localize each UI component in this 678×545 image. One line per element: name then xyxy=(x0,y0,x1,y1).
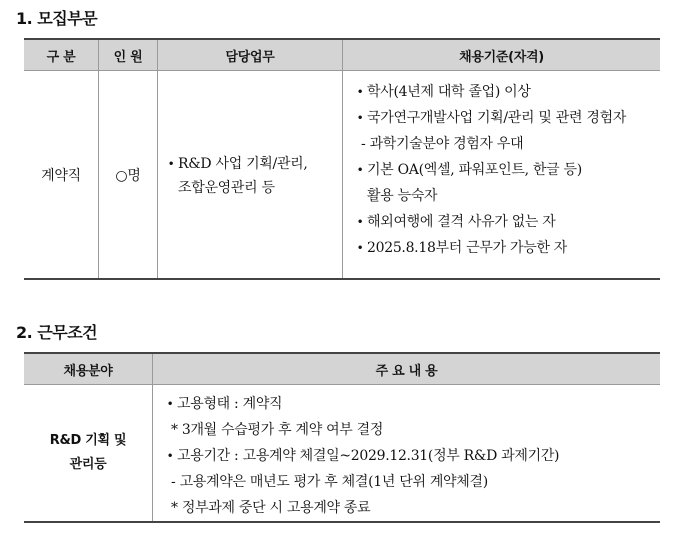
list-item xyxy=(353,209,660,235)
list-item-text: 기본 OA(엑셀, 파워포인트, 한글 등) xyxy=(367,162,582,178)
list-item-text: 해외여행에 결격 사유가 없는 자 xyxy=(367,214,556,230)
list-item-note: * 정부과제 중단 시 고용계약 종료 xyxy=(171,500,371,516)
duties-text-line2: 조합운영관리 등 xyxy=(178,179,275,196)
list-item xyxy=(353,79,660,105)
table-row xyxy=(24,385,660,523)
field-text-line2: 관리등 xyxy=(69,457,107,472)
header-criteria: 채용기준(자격) xyxy=(343,39,661,71)
bullet-icon: • xyxy=(166,449,174,463)
details-list xyxy=(163,391,660,521)
header-duties: 담당업무 xyxy=(158,39,343,71)
category-cell: 계약직 xyxy=(24,71,99,280)
header-headcount: 인 원 xyxy=(99,39,158,71)
list-item-text: 학사(4년제 대학 졸업) 이상 xyxy=(367,84,531,100)
list-item-text: 고용기간 : 고용계약 체결일~2029.12.31(정부 R&D 과제기간) xyxy=(177,448,560,464)
section-title-recruitment: 1. 모집부문 xyxy=(16,9,98,28)
duties-cell xyxy=(158,71,343,280)
list-item-text: 2025.8.18부터 근무가 가능한 자 xyxy=(367,240,568,256)
list-item xyxy=(353,157,660,183)
list-item xyxy=(163,443,660,469)
field-text-line1: R&D 기획 및 xyxy=(49,433,127,448)
table-row xyxy=(24,71,660,280)
list-item-text: 국가연구개발사업 기획/관리 및 관련 경험자 xyxy=(367,110,627,126)
conditions-table xyxy=(24,352,660,523)
list-item xyxy=(163,391,660,417)
criteria-list xyxy=(353,79,660,261)
list-item xyxy=(353,105,660,131)
list-item-note: * 3개월 수습평가 후 계약 여부 결정 xyxy=(171,422,384,438)
table-header-row xyxy=(24,353,660,385)
list-item-text: 고용형태 : 계약직 xyxy=(177,396,283,412)
recruitment-table xyxy=(24,38,660,280)
field-cell xyxy=(24,385,153,523)
duties-text: R&D 사업 기획/관리, xyxy=(178,155,308,172)
section-title-conditions: 2. 근무조건 xyxy=(16,323,98,342)
bullet-icon: • xyxy=(356,163,364,177)
header-field: 채용분야 xyxy=(24,353,153,385)
bullet-icon: • xyxy=(167,156,175,171)
header-details: 주 요 내 용 xyxy=(153,353,661,385)
criteria-cell xyxy=(343,71,661,280)
bullet-icon: • xyxy=(356,241,364,255)
details-cell xyxy=(153,385,661,523)
bullet-icon: • xyxy=(356,215,364,229)
bullet-icon: • xyxy=(166,397,174,411)
bullet-icon: • xyxy=(356,111,364,125)
header-category: 구 분 xyxy=(24,39,99,71)
table-header-row xyxy=(24,39,660,71)
list-item-note: - 고용계약은 매년도 평가 후 체결(1년 단위 계약체결) xyxy=(171,474,488,490)
list-item-note: - 과학기술분야 경험자 우대 xyxy=(361,136,524,152)
list-item xyxy=(353,235,660,261)
bullet-icon: • xyxy=(356,85,364,99)
headcount-cell: ○명 xyxy=(99,71,158,280)
list-item-continuation: 활용 능숙자 xyxy=(367,188,438,204)
